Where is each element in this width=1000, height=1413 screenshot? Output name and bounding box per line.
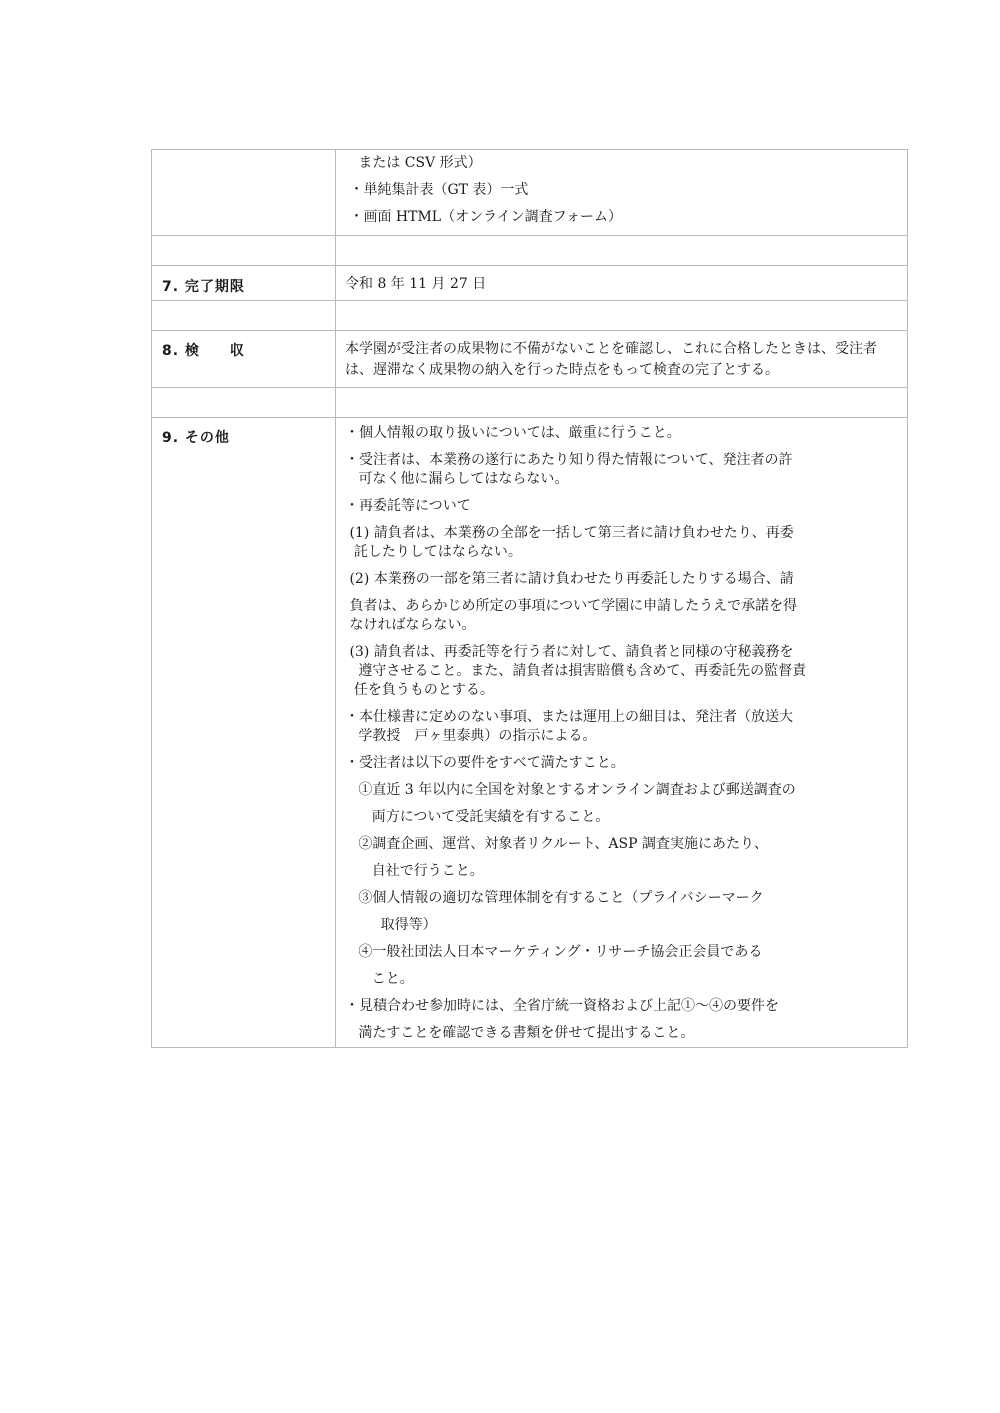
other-line: こと。 xyxy=(345,971,414,987)
other-line: (2) 本業務の一部を第三者に請け負わせたり再委託したりする場合、請 xyxy=(345,571,794,587)
deadline-date: 令和 8 年 11 月 27 日 xyxy=(345,276,487,292)
spacer-cell xyxy=(336,236,908,266)
spacer-row xyxy=(152,236,908,266)
other-line: 遵守させること。また、請負者は損害賠償も含めて、再委託先の監督責 xyxy=(345,663,807,679)
row-label-empty xyxy=(152,150,336,236)
other-line: ・再委託等について xyxy=(345,498,471,514)
deadline-value xyxy=(336,266,908,301)
spacer-row xyxy=(152,301,908,331)
table-row-deliverables xyxy=(152,150,908,236)
table-row-other xyxy=(152,418,908,1048)
other-line: 学教授 戸ヶ里泰典）の指示による。 xyxy=(345,728,597,744)
deliverables-cell xyxy=(336,150,908,236)
spacer-cell xyxy=(336,301,908,331)
other-line: ・受注者は、本業務の遂行にあたり知り得た情報について、発注者の許 xyxy=(345,452,793,468)
deadline-label: 7. 完了期限 xyxy=(152,266,336,301)
other-line: ②調査企画、運営、対象者リクルート、ASP 調査実施にあたり、 xyxy=(345,836,768,852)
other-line: ・個人情報の取り扱いについては、厳重に行うこと。 xyxy=(345,425,681,441)
specification-table xyxy=(151,149,908,1048)
other-line: (3) 請負者は、再委託等を行う者に対して、請負者と同様の守秘義務を xyxy=(345,644,794,660)
other-line: 満たすことを確認できる書類を併せて提出すること。 xyxy=(345,1025,695,1041)
spacer-cell xyxy=(152,236,336,266)
other-line: ・本仕様書に定めのない事項、または運用上の細目は、発注者（放送大 xyxy=(345,709,793,725)
other-line: (1) 請負者は、本業務の全部を一括して第三者に請け負わせたり、再委 xyxy=(345,525,794,541)
other-line: 任を負うものとする。 xyxy=(345,682,494,698)
other-line: 両方について受託実績を有すること。 xyxy=(345,809,610,825)
other-line: ④一般社団法人日本マーケティング・リサーチ協会正会員である xyxy=(345,944,763,960)
other-label: 9. その他 xyxy=(152,418,336,1048)
other-line: 取得等） xyxy=(345,917,437,933)
other-line: 負者は、あらかじめ所定の事項について学園に申請したうえで承諾を得 xyxy=(345,598,798,614)
other-line: 可なく他に漏らしてはならない。 xyxy=(345,471,569,487)
spacer-row xyxy=(152,388,908,418)
deliverables-line-2: ・単純集計表（GT 表）一式 xyxy=(345,182,529,198)
inspection-text: 本学園が受注者の成果物に不備がないことを確認し、これに合格したときは、受注者は、遅滞なく成果物の納入を行った時点をもって検査の完了とする。 xyxy=(336,331,908,388)
other-line: 自社で行うこと。 xyxy=(345,863,484,879)
other-line: ①直近 3 年以内に全国を対象とするオンライン調査および郵送調査の xyxy=(345,782,796,798)
table-row-inspection xyxy=(152,331,908,388)
spacer-cell xyxy=(152,301,336,331)
inspection-label: 8. 検 収 xyxy=(152,331,336,388)
other-line: ・受注者は以下の要件をすべて満たすこと。 xyxy=(345,755,625,771)
deliverables-line-1: または CSV 形式） xyxy=(345,155,482,171)
other-line: ③個人情報の適切な管理体制を有すること（プライバシーマーク xyxy=(345,890,764,906)
spacer-cell xyxy=(152,388,336,418)
table-row-deadline xyxy=(152,266,908,301)
other-line: 託したりしてはならない。 xyxy=(345,544,522,560)
other-line: なければならない。 xyxy=(345,617,476,633)
deliverables-line-3: ・画面 HTML（オンライン調査フォーム） xyxy=(345,209,622,225)
spacer-cell xyxy=(336,388,908,418)
other-line: ・見積合わせ参加時には、全省庁統一資格および上記①～④の要件を xyxy=(345,998,779,1014)
other-content xyxy=(336,418,908,1048)
